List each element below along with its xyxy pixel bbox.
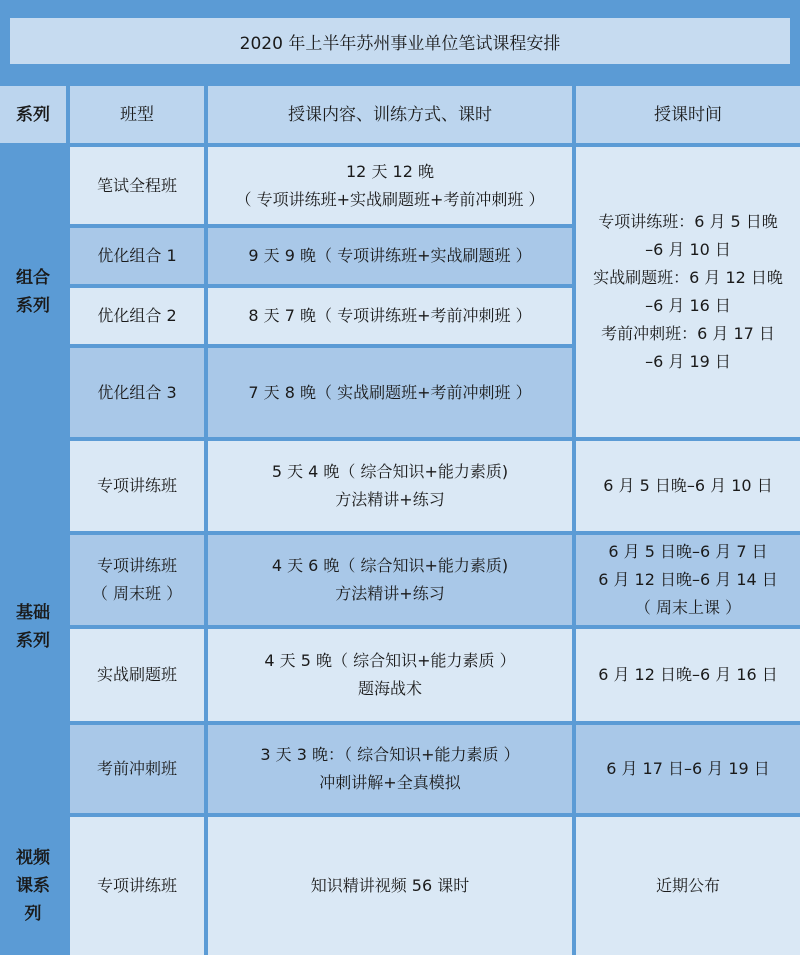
time-line: –6 月 19 日 xyxy=(645,352,731,371)
time-video: 近期公布 xyxy=(576,817,800,955)
class-type-combo3: 优化组合 3 xyxy=(70,348,204,437)
time-line: 6 月 5 日晚–6 月 7 日 xyxy=(608,542,768,561)
series-combo-line: 系列 xyxy=(16,296,50,316)
time-weekend xyxy=(576,535,800,625)
series-basic-line: 系列 xyxy=(16,631,50,651)
series-video-line: 列 xyxy=(24,904,42,924)
class-type-practice: 实战刷题班 xyxy=(70,629,204,721)
time-line: 专项讲练班：6 月 5 日晚 xyxy=(598,212,778,231)
time-line: （ 周末上课 ） xyxy=(634,598,742,617)
content-combo1: 9 天 9 晚（ 专项讲练班+实战刷题班 ） xyxy=(208,228,572,284)
time-line: 实战刷题班：6 月 12 日晚 xyxy=(593,268,783,287)
header-time: 授课时间 xyxy=(576,86,800,143)
class-type-combo2: 优化组合 2 xyxy=(70,288,204,344)
content-line: 4 天 5 晚（ 综合知识+能力素质 ） xyxy=(264,651,516,670)
content-sprint xyxy=(208,725,572,813)
series-combo-line: 组合 xyxy=(16,268,50,288)
title-band xyxy=(0,0,800,80)
class-type-video: 专项讲练班 xyxy=(70,817,204,955)
content-full xyxy=(208,147,572,224)
page-title: 2020 年上半年苏州事业单位笔试课程安排 xyxy=(10,18,790,64)
time-line: –6 月 16 日 xyxy=(645,296,731,315)
time-combo xyxy=(576,147,800,437)
time-line: 考前冲刺班：6 月 17 日 xyxy=(601,324,775,343)
content-line: 方法精讲+练习 xyxy=(335,490,445,509)
header-series: 系列 xyxy=(0,86,66,143)
header-content: 授课内容、训练方式、课时 xyxy=(208,86,572,143)
class-type-combo1: 优化组合 1 xyxy=(70,228,204,284)
content-line: 5 天 4 晚（ 综合知识+能力素质) xyxy=(271,462,509,481)
series-basic xyxy=(0,441,66,813)
class-type-sprint: 考前冲刺班 xyxy=(70,725,204,813)
series-video-line: 视频 xyxy=(16,848,50,868)
content-line: 3 天 3 晚：（ 综合知识+能力素质 ） xyxy=(260,745,520,764)
content-line: 题海战术 xyxy=(357,679,422,698)
content-combo3: 7 天 8 晚（ 实战刷题班+考前冲刺班 ） xyxy=(208,348,572,437)
header-class-type: 班型 xyxy=(70,86,204,143)
time-line: –6 月 10 日 xyxy=(645,240,731,259)
content-line: 12 天 12 晚 xyxy=(346,161,434,181)
content-weekend xyxy=(208,535,572,625)
time-practice: 6 月 12 日晚–6 月 16 日 xyxy=(576,629,800,721)
content-line: 冲刺讲解+全真模拟 xyxy=(319,773,461,792)
time-special: 6 月 5 日晚–6 月 10 日 xyxy=(576,441,800,531)
content-video: 知识精讲视频 56 课时 xyxy=(208,817,572,955)
class-type-line: 专项讲练班 xyxy=(96,556,177,575)
content-special xyxy=(208,441,572,531)
class-type-special: 专项讲练班 xyxy=(70,441,204,531)
series-video-line: 课系 xyxy=(16,876,50,896)
class-type-weekend xyxy=(70,535,204,625)
content-line: 4 天 6 晚（ 综合知识+能力素质) xyxy=(271,556,509,575)
series-combo xyxy=(0,147,66,437)
time-line: 6 月 12 日晚–6 月 14 日 xyxy=(598,570,778,589)
content-line: 方法精讲+练习 xyxy=(335,584,445,603)
class-type-line: （ 周末班 ） xyxy=(91,584,183,603)
series-video xyxy=(0,817,66,955)
content-combo2: 8 天 7 晚（ 专项讲练班+考前冲刺班 ） xyxy=(208,288,572,344)
series-basic-line: 基础 xyxy=(16,603,50,623)
class-type-full: 笔试全程班 xyxy=(70,147,204,224)
content-line: （ 专项讲练班+实战刷题班+考前冲刺班 ） xyxy=(235,189,545,209)
content-practice xyxy=(208,629,572,721)
time-sprint: 6 月 17 日–6 月 19 日 xyxy=(576,725,800,813)
